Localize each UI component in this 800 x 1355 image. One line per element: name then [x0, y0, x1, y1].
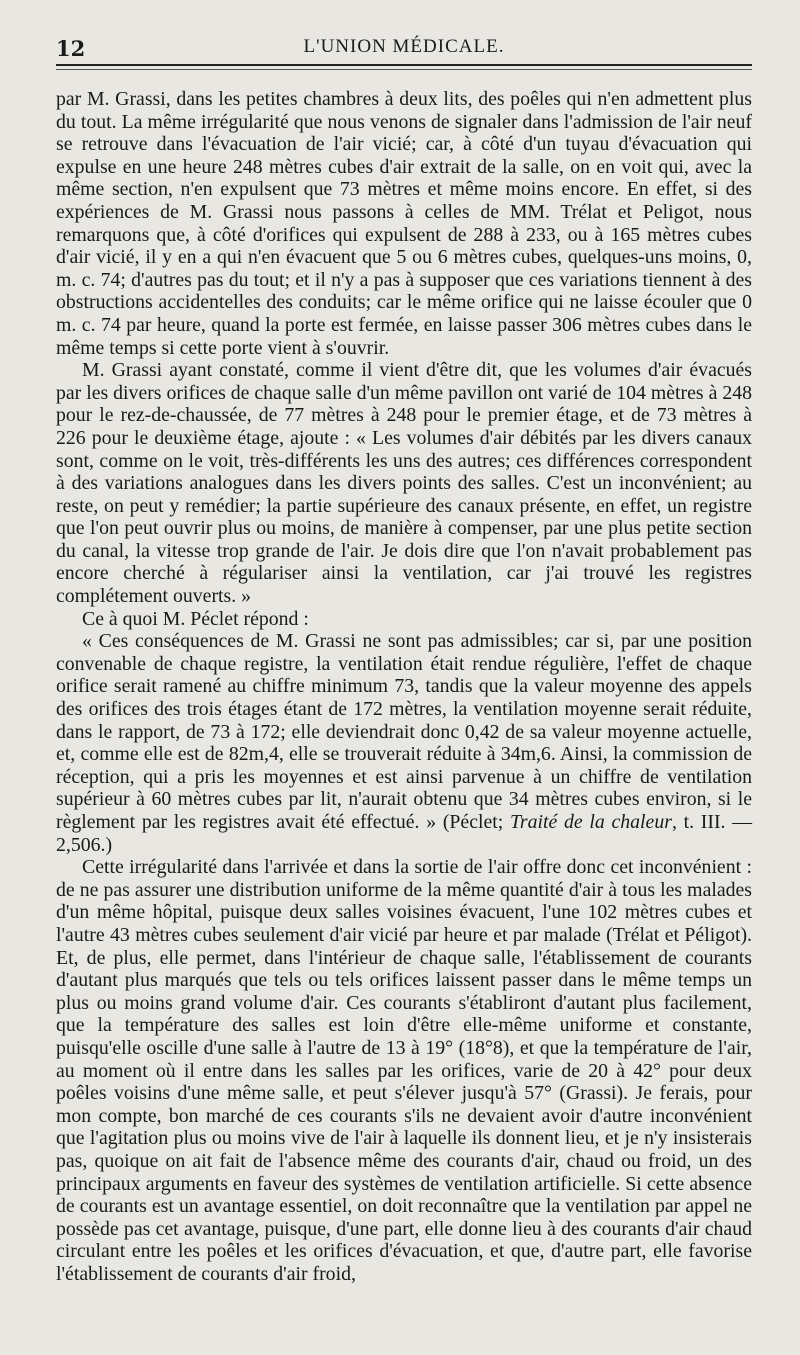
cited-title: Traité de la chaleur	[509, 811, 672, 833]
running-title: L'UNION MÉDICALE.	[303, 36, 505, 57]
paragraph: M. Grassi ayant constaté, comme il vient d'être dit, que les volumes d'air évacués par les divers orifices de chaque salle d'un même pavillon ont varié de 104 mètres à 248 pour le rez-de-chaussée, de 77 mètres à 248 pour le premier étage, et de 73 mètres à 226 pour le deuxième étage, ajoute : « Les volumes d'air débités par les divers canaux sont, comme on le voit, très-différents les uns des autres; ces différences correspondent à des variations analogues dans les divers points des salles. C'est un inconvénient; au reste, on peut y remédier; la partie supérieure des canaux présente, en effet, un registre que l'on peut ouvrir plus ou moins, de manière à compenser, par une plus petite section du canal, la vitesse trop grande de l'air. Je dois dire que l'on n'avait probablement pas encore cherché à régulariser ainsi la ventilation, car j'ai trouvé les registres complétement ouverts. »	[56, 359, 752, 608]
paragraph: Ce à quoi M. Péclet répond :	[82, 607, 309, 630]
header-rule	[56, 69, 752, 70]
page-header	[56, 30, 752, 66]
body-text	[56, 88, 752, 1285]
paragraph	[56, 630, 752, 856]
citation-reference: , t. III. — 2,506.)	[56, 811, 753, 856]
page-number: 12	[56, 36, 86, 61]
quoted-response: « Ces conséquences de M. Grassi ne sont pas admissibles; car si, par une position convenable de chaque registre, la ventilation était rendue régulière, l'effet de chaque orifice serait ramené au chiffre minimum 73, tandis que la valeur moyenne des appels des orifices des trois étages étant de 172 mètres, la ventilation moyenne serait réduite, dans le rapport, de 73 à 172; elle deviendrait donc 0,42 de sa valeur moyenne actuelle, et, comme elle est de 82m,4, elle se trouverait réduite à 34m,6. Ainsi, la commission de réception, qui a pris les moyennes et est ainsi parvenue à un chiffre de ventilation supérieur à 60 mètres cubes par lit, n'aurait obtenu que 34 mètres cubes environ, si le règlement par les registres avait été effectué. » (Péclet;	[56, 630, 752, 833]
paragraph: Cette irrégularité dans l'arrivée et dans la sortie de l'air offre donc cet inconvénient : de ne pas assurer une distribution uniforme de la même quantité d'air à tous les malades d'un même hôpital, puisque deux salles voisines évacuent, l'une 102 mètres cubes et l'autre 43 mètres cubes seulement d'air vicié par heure et par malade (Trélat et Péligot). Et, de plus, elle permet, dans l'intérieur de chaque salle, l'établissement de courants d'autant plus marqués que tels ou tels orifices laissent passer dans le même temps un plus ou moins grand volume d'air. Ces courants s'établiront d'autant plus facilement, que la température des salles est loin d'être elle-même uniforme et constante, puisqu'elle oscille d'une salle à l'autre de 13 à 19° (18°8), et que la température de l'air, au moment où il entre dans les salles par les orifices, varie de 20 à 42° pour deux poêles voisins d'une même salle, et peut s'élever jusqu'à 57° (Grassi). Je ferais, pour mon compte, bon marché de ces courants s'ils ne devaient avoir d'autre inconvénient que l'agitation plus ou moins vive de l'air à laquelle ils donnent lieu, et je n'y insisterais pas, quoique on ait fait de l'absence même des courants d'air, chaud ou froid, un des principaux arguments en faveur des systèmes de ventilation artificielle. Si cette absence de courants est un avantage essentiel, on doit reconnaître que la ventilation par appel ne possède pas cet avantage, puisque, d'une part, elle donne lieu à des courants d'air chaud circulant entre les poêles et les orifices d'évacuation, et que, d'autre part, elle favorise l'établissement de courants d'air froid,	[56, 856, 752, 1285]
paragraph: par M. Grassi, dans les petites chambres à deux lits, des poêles qui n'en admettent plus du tout. La même irrégularité que nous venons de signaler dans l'admission de l'air neuf se retrouve dans l'évacuation de l'air vicié; car, à côté d'un tuyau d'évacuation qui expulse en une heure 248 mètres cubes d'air extrait de la salle, on en voit qui, avec la même section, n'en expulsent que 73 mètres et même moins encore. En effet, si des expériences de M. Grassi nous passons à celles de MM. Trélat et Peligot, nous remarquons que, à côté d'orifices qui expulsent de 288 à 233, ou à 165 mètres cubes d'air vicié, il y en a qui n'en évacuent que 5 ou 6 mètres cubes, quelques-uns moins, 0, m. c. 74; d'autres pas du tout; et il n'y a pas à supposer que ces variations tiennent à des obstructions accidentelles des conduits; car le même orifice qui ne laisse écouler que 0 m. c. 74 par heure, quand la porte est fermée, en laisse passer 306 mètres cubes dans le même temps si cette porte vient à s'ouvrir.	[56, 88, 752, 359]
